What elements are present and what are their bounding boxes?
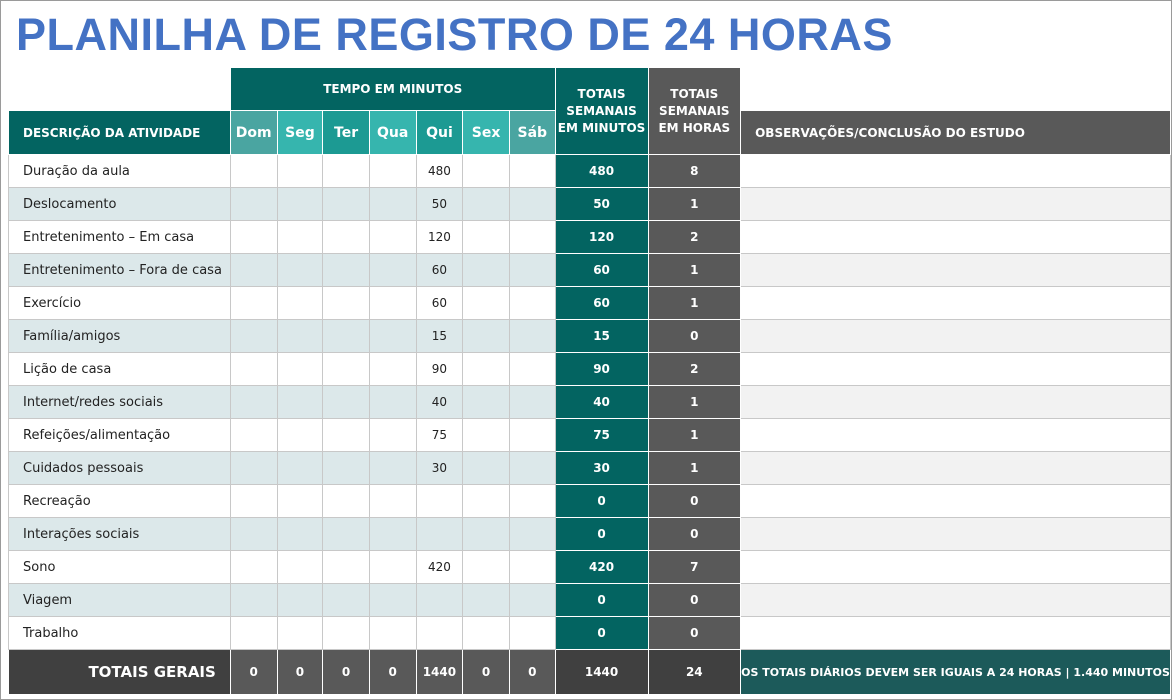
minutes-cell-seg[interactable] bbox=[277, 353, 323, 386]
minutes-cell-qua[interactable] bbox=[369, 353, 416, 386]
minutes-cell-sex[interactable] bbox=[463, 584, 510, 617]
minutes-cell-dom[interactable] bbox=[230, 386, 277, 419]
minutes-cell-sex[interactable] bbox=[463, 617, 510, 650]
tempo-em-minutos-header: TEMPO EM MINUTOS bbox=[230, 68, 555, 111]
minutes-cell-qua[interactable] bbox=[369, 551, 416, 584]
observation-cell[interactable] bbox=[741, 485, 1171, 518]
minutes-cell-ter[interactable] bbox=[323, 353, 370, 386]
weekly-minutes-cell: 30 bbox=[555, 452, 648, 485]
weekly-hours-cell: 1 bbox=[648, 254, 741, 287]
grand-total-qui: 1440 bbox=[416, 650, 463, 695]
weekly-hours-cell: 0 bbox=[648, 617, 741, 650]
observation-cell[interactable] bbox=[741, 452, 1171, 485]
minutes-cell-ter[interactable] bbox=[323, 155, 370, 188]
weekly-hours-cell: 2 bbox=[648, 353, 741, 386]
activity-label[interactable]: Refeições/alimentação bbox=[9, 419, 231, 452]
weekly-minutes-cell: 420 bbox=[555, 551, 648, 584]
minutes-cell-ter[interactable] bbox=[323, 452, 370, 485]
minutes-cell-sex[interactable] bbox=[463, 452, 510, 485]
observation-cell[interactable] bbox=[741, 320, 1171, 353]
weekly-minutes-header-line: TOTAIS bbox=[577, 86, 626, 101]
weekly-minutes-header-line: SEMANAIS bbox=[566, 103, 637, 118]
minutes-cell-dom[interactable] bbox=[230, 287, 277, 320]
table-row bbox=[9, 584, 1171, 617]
activity-label[interactable]: Duração da aula bbox=[9, 155, 231, 188]
minutes-cell-seg[interactable] bbox=[277, 386, 323, 419]
observation-cell[interactable] bbox=[741, 188, 1171, 221]
activity-label[interactable]: Entretenimento – Fora de casa bbox=[9, 254, 231, 287]
minutes-cell-sab[interactable] bbox=[509, 254, 555, 287]
weekly-hours-cell: 1 bbox=[648, 419, 741, 452]
activity-label[interactable]: Internet/redes sociais bbox=[9, 386, 231, 419]
minutes-cell-sab[interactable] bbox=[509, 518, 555, 551]
weekly-hours-header-line: SEMANAIS bbox=[659, 103, 730, 118]
minutes-cell-qui[interactable] bbox=[416, 518, 463, 551]
minutes-cell-qui[interactable] bbox=[416, 584, 463, 617]
minutes-cell-sab[interactable] bbox=[509, 485, 555, 518]
minutes-cell-seg[interactable] bbox=[277, 221, 323, 254]
minutes-cell-qua[interactable] bbox=[369, 188, 416, 221]
activity-label[interactable]: Cuidados pessoais bbox=[9, 452, 231, 485]
minutes-cell-sex[interactable] bbox=[463, 155, 510, 188]
grand-total-seg: 0 bbox=[277, 650, 323, 695]
weekly-minutes-cell: 0 bbox=[555, 584, 648, 617]
minutes-cell-qui[interactable]: 480 bbox=[416, 155, 463, 188]
table-row bbox=[9, 221, 1171, 254]
minutes-cell-dom[interactable] bbox=[230, 221, 277, 254]
minutes-cell-sab[interactable] bbox=[509, 617, 555, 650]
minutes-cell-ter[interactable] bbox=[323, 287, 370, 320]
minutes-cell-seg[interactable] bbox=[277, 617, 323, 650]
minutes-cell-sab[interactable] bbox=[509, 386, 555, 419]
minutes-cell-sex[interactable] bbox=[463, 287, 510, 320]
weekly-hours-cell: 1 bbox=[648, 188, 741, 221]
weekly-hours-cell: 7 bbox=[648, 551, 741, 584]
minutes-cell-qua[interactable] bbox=[369, 419, 416, 452]
table-row bbox=[9, 551, 1171, 584]
minutes-cell-sab[interactable] bbox=[509, 188, 555, 221]
minutes-cell-dom[interactable] bbox=[230, 518, 277, 551]
weekly-minutes-cell: 120 bbox=[555, 221, 648, 254]
page-title: PLANILHA DE REGISTRO DE 24 HORAS bbox=[16, 9, 893, 60]
day-header-sex: Sex bbox=[463, 111, 510, 155]
weekly-hours-header-line: TOTAIS bbox=[670, 86, 719, 101]
table-row bbox=[9, 452, 1171, 485]
observation-cell[interactable] bbox=[741, 617, 1171, 650]
minutes-cell-sex[interactable] bbox=[463, 518, 510, 551]
minutes-cell-dom[interactable] bbox=[230, 419, 277, 452]
minutes-cell-qui[interactable] bbox=[416, 485, 463, 518]
weekly-hours-cell: 2 bbox=[648, 221, 741, 254]
table-row bbox=[9, 254, 1171, 287]
minutes-cell-qua[interactable] bbox=[369, 518, 416, 551]
weekly-minutes-header bbox=[555, 68, 648, 155]
minutes-cell-sex[interactable] bbox=[463, 353, 510, 386]
minutes-cell-seg[interactable] bbox=[277, 584, 323, 617]
table-row bbox=[9, 419, 1171, 452]
activity-log-table bbox=[8, 67, 1171, 695]
weekly-hours-header-line: EM HORAS bbox=[658, 120, 731, 135]
minutes-cell-sab[interactable] bbox=[509, 155, 555, 188]
minutes-cell-qui[interactable] bbox=[416, 617, 463, 650]
activity-label[interactable]: Lição de casa bbox=[9, 353, 231, 386]
minutes-cell-sab[interactable] bbox=[509, 353, 555, 386]
weekly-hours-cell: 1 bbox=[648, 386, 741, 419]
minutes-cell-qui[interactable]: 420 bbox=[416, 551, 463, 584]
weekly-hours-cell: 8 bbox=[648, 155, 741, 188]
weekly-minutes-cell: 0 bbox=[555, 485, 648, 518]
grand-total-sab: 0 bbox=[509, 650, 555, 695]
weekly-minutes-cell: 60 bbox=[555, 254, 648, 287]
minutes-cell-seg[interactable] bbox=[277, 452, 323, 485]
activity-label[interactable]: Recreação bbox=[9, 485, 231, 518]
observation-cell[interactable] bbox=[741, 419, 1171, 452]
minutes-cell-seg[interactable] bbox=[277, 419, 323, 452]
minutes-cell-sab[interactable] bbox=[509, 221, 555, 254]
minutes-cell-qui[interactable]: 40 bbox=[416, 386, 463, 419]
table-row bbox=[9, 320, 1171, 353]
activity-label[interactable]: Trabalho bbox=[9, 617, 231, 650]
activity-label[interactable]: Entretenimento – Em casa bbox=[9, 221, 231, 254]
weekly-minutes-cell: 75 bbox=[555, 419, 648, 452]
activity-description-header: DESCRIÇÃO DA ATIVIDADE bbox=[9, 111, 231, 155]
observation-cell[interactable] bbox=[741, 353, 1171, 386]
observation-cell[interactable] bbox=[741, 155, 1171, 188]
table-row bbox=[9, 617, 1171, 650]
activity-label[interactable]: Interações sociais bbox=[9, 518, 231, 551]
observation-cell[interactable] bbox=[741, 551, 1171, 584]
table-row bbox=[9, 155, 1171, 188]
activity-label[interactable]: Viagem bbox=[9, 584, 231, 617]
minutes-cell-sex[interactable] bbox=[463, 221, 510, 254]
minutes-cell-ter[interactable] bbox=[323, 617, 370, 650]
weekly-hours-cell: 0 bbox=[648, 584, 741, 617]
weekly-minutes-cell: 15 bbox=[555, 320, 648, 353]
grand-total-dom: 0 bbox=[230, 650, 277, 695]
minutes-cell-qui[interactable]: 60 bbox=[416, 254, 463, 287]
observation-cell[interactable] bbox=[741, 518, 1171, 551]
minutes-cell-ter[interactable] bbox=[323, 584, 370, 617]
minutes-cell-dom[interactable] bbox=[230, 353, 277, 386]
grand-total-minutes: 1440 bbox=[555, 650, 648, 695]
minutes-cell-ter[interactable] bbox=[323, 485, 370, 518]
minutes-cell-qui[interactable]: 30 bbox=[416, 452, 463, 485]
minutes-cell-sex[interactable] bbox=[463, 320, 510, 353]
observation-cell[interactable] bbox=[741, 254, 1171, 287]
weekly-minutes-cell: 90 bbox=[555, 353, 648, 386]
minutes-cell-qua[interactable] bbox=[369, 287, 416, 320]
minutes-cell-ter[interactable] bbox=[323, 221, 370, 254]
table-row bbox=[9, 386, 1171, 419]
minutes-cell-ter[interactable] bbox=[323, 320, 370, 353]
activity-rows bbox=[9, 155, 1171, 650]
minutes-cell-sex[interactable] bbox=[463, 386, 510, 419]
grand-total-qua: 0 bbox=[369, 650, 416, 695]
grand-totals-label: TOTAIS GERAIS bbox=[9, 650, 231, 695]
activity-label[interactable]: Deslocamento bbox=[9, 188, 231, 221]
table-row bbox=[9, 287, 1171, 320]
minutes-cell-ter[interactable] bbox=[323, 419, 370, 452]
weekly-minutes-cell: 0 bbox=[555, 617, 648, 650]
table-row bbox=[9, 188, 1171, 221]
weekly-minutes-cell: 60 bbox=[555, 287, 648, 320]
minutes-cell-seg[interactable] bbox=[277, 287, 323, 320]
minutes-cell-qui[interactable]: 90 bbox=[416, 353, 463, 386]
minutes-cell-dom[interactable] bbox=[230, 155, 277, 188]
day-header-dom: Dom bbox=[230, 111, 277, 155]
day-header-sab: Sáb bbox=[509, 111, 555, 155]
minutes-cell-qua[interactable] bbox=[369, 386, 416, 419]
grand-total-ter: 0 bbox=[323, 650, 370, 695]
minutes-cell-dom[interactable] bbox=[230, 551, 277, 584]
minutes-cell-qui[interactable]: 15 bbox=[416, 320, 463, 353]
day-header-qua: Qua bbox=[369, 111, 416, 155]
minutes-cell-ter[interactable] bbox=[323, 518, 370, 551]
minutes-cell-ter[interactable] bbox=[323, 188, 370, 221]
minutes-cell-qua[interactable] bbox=[369, 452, 416, 485]
observations-header: OBSERVAÇÕES/CONCLUSÃO DO ESTUDO bbox=[741, 111, 1171, 155]
minutes-cell-ter[interactable] bbox=[323, 551, 370, 584]
minutes-cell-seg[interactable] bbox=[277, 518, 323, 551]
minutes-cell-qui[interactable]: 50 bbox=[416, 188, 463, 221]
observation-cell[interactable] bbox=[741, 287, 1171, 320]
minutes-cell-seg[interactable] bbox=[277, 485, 323, 518]
minutes-cell-dom[interactable] bbox=[230, 188, 277, 221]
table-row bbox=[9, 518, 1171, 551]
minutes-cell-qua[interactable] bbox=[369, 320, 416, 353]
minutes-cell-qua[interactable] bbox=[369, 155, 416, 188]
minutes-cell-sab[interactable] bbox=[509, 287, 555, 320]
day-header-ter: Ter bbox=[323, 111, 370, 155]
weekly-hours-cell: 1 bbox=[648, 452, 741, 485]
minutes-cell-seg[interactable] bbox=[277, 320, 323, 353]
minutes-cell-qui[interactable]: 60 bbox=[416, 287, 463, 320]
minutes-cell-ter[interactable] bbox=[323, 386, 370, 419]
minutes-cell-sab[interactable] bbox=[509, 320, 555, 353]
minutes-cell-qui[interactable]: 75 bbox=[416, 419, 463, 452]
minutes-cell-sex[interactable] bbox=[463, 551, 510, 584]
minutes-cell-qui[interactable]: 120 bbox=[416, 221, 463, 254]
minutes-cell-qua[interactable] bbox=[369, 485, 416, 518]
day-header-seg: Seg bbox=[277, 111, 323, 155]
minutes-cell-sab[interactable] bbox=[509, 419, 555, 452]
minutes-cell-sab[interactable] bbox=[509, 551, 555, 584]
activity-label[interactable]: Família/amigos bbox=[9, 320, 231, 353]
minutes-cell-dom[interactable] bbox=[230, 452, 277, 485]
header-spacer bbox=[741, 68, 1171, 111]
minutes-cell-sex[interactable] bbox=[463, 485, 510, 518]
weekly-minutes-cell: 50 bbox=[555, 188, 648, 221]
minutes-cell-sex[interactable] bbox=[463, 254, 510, 287]
minutes-cell-sab[interactable] bbox=[509, 584, 555, 617]
minutes-cell-sex[interactable] bbox=[463, 419, 510, 452]
weekly-hours-cell: 0 bbox=[648, 485, 741, 518]
minutes-cell-dom[interactable] bbox=[230, 617, 277, 650]
header-spacer bbox=[9, 68, 231, 111]
minutes-cell-qua[interactable] bbox=[369, 617, 416, 650]
weekly-minutes-header-line: EM MINUTOS bbox=[557, 120, 646, 135]
weekly-hours-header bbox=[648, 68, 741, 155]
minutes-cell-seg[interactable] bbox=[277, 254, 323, 287]
minutes-cell-seg[interactable] bbox=[277, 155, 323, 188]
activity-label[interactable]: Sono bbox=[9, 551, 231, 584]
minutes-cell-seg[interactable] bbox=[277, 188, 323, 221]
grand-total-hours: 24 bbox=[648, 650, 741, 695]
table-row bbox=[9, 353, 1171, 386]
minutes-cell-dom[interactable] bbox=[230, 254, 277, 287]
weekly-hours-cell: 1 bbox=[648, 287, 741, 320]
totals-note: OS TOTAIS DIÁRIOS DEVEM SER IGUAIS A 24 HORAS | 1.440 MINUTOS bbox=[741, 650, 1171, 695]
minutes-cell-qua[interactable] bbox=[369, 254, 416, 287]
minutes-cell-ter[interactable] bbox=[323, 254, 370, 287]
minutes-cell-qua[interactable] bbox=[369, 584, 416, 617]
weekly-hours-cell: 0 bbox=[648, 518, 741, 551]
minutes-cell-sex[interactable] bbox=[463, 188, 510, 221]
observation-cell[interactable] bbox=[741, 584, 1171, 617]
observation-cell[interactable] bbox=[741, 386, 1171, 419]
minutes-cell-qua[interactable] bbox=[369, 221, 416, 254]
minutes-cell-sab[interactable] bbox=[509, 452, 555, 485]
weekly-hours-cell: 0 bbox=[648, 320, 741, 353]
minutes-cell-dom[interactable] bbox=[230, 584, 277, 617]
weekly-minutes-cell: 480 bbox=[555, 155, 648, 188]
grand-total-sex: 0 bbox=[463, 650, 510, 695]
table-row bbox=[9, 485, 1171, 518]
minutes-cell-dom[interactable] bbox=[230, 485, 277, 518]
observation-cell[interactable] bbox=[741, 221, 1171, 254]
weekly-minutes-cell: 40 bbox=[555, 386, 648, 419]
minutes-cell-seg[interactable] bbox=[277, 551, 323, 584]
activity-label[interactable]: Exercício bbox=[9, 287, 231, 320]
minutes-cell-dom[interactable] bbox=[230, 320, 277, 353]
day-header-qui: Qui bbox=[416, 111, 463, 155]
weekly-minutes-cell: 0 bbox=[555, 518, 648, 551]
